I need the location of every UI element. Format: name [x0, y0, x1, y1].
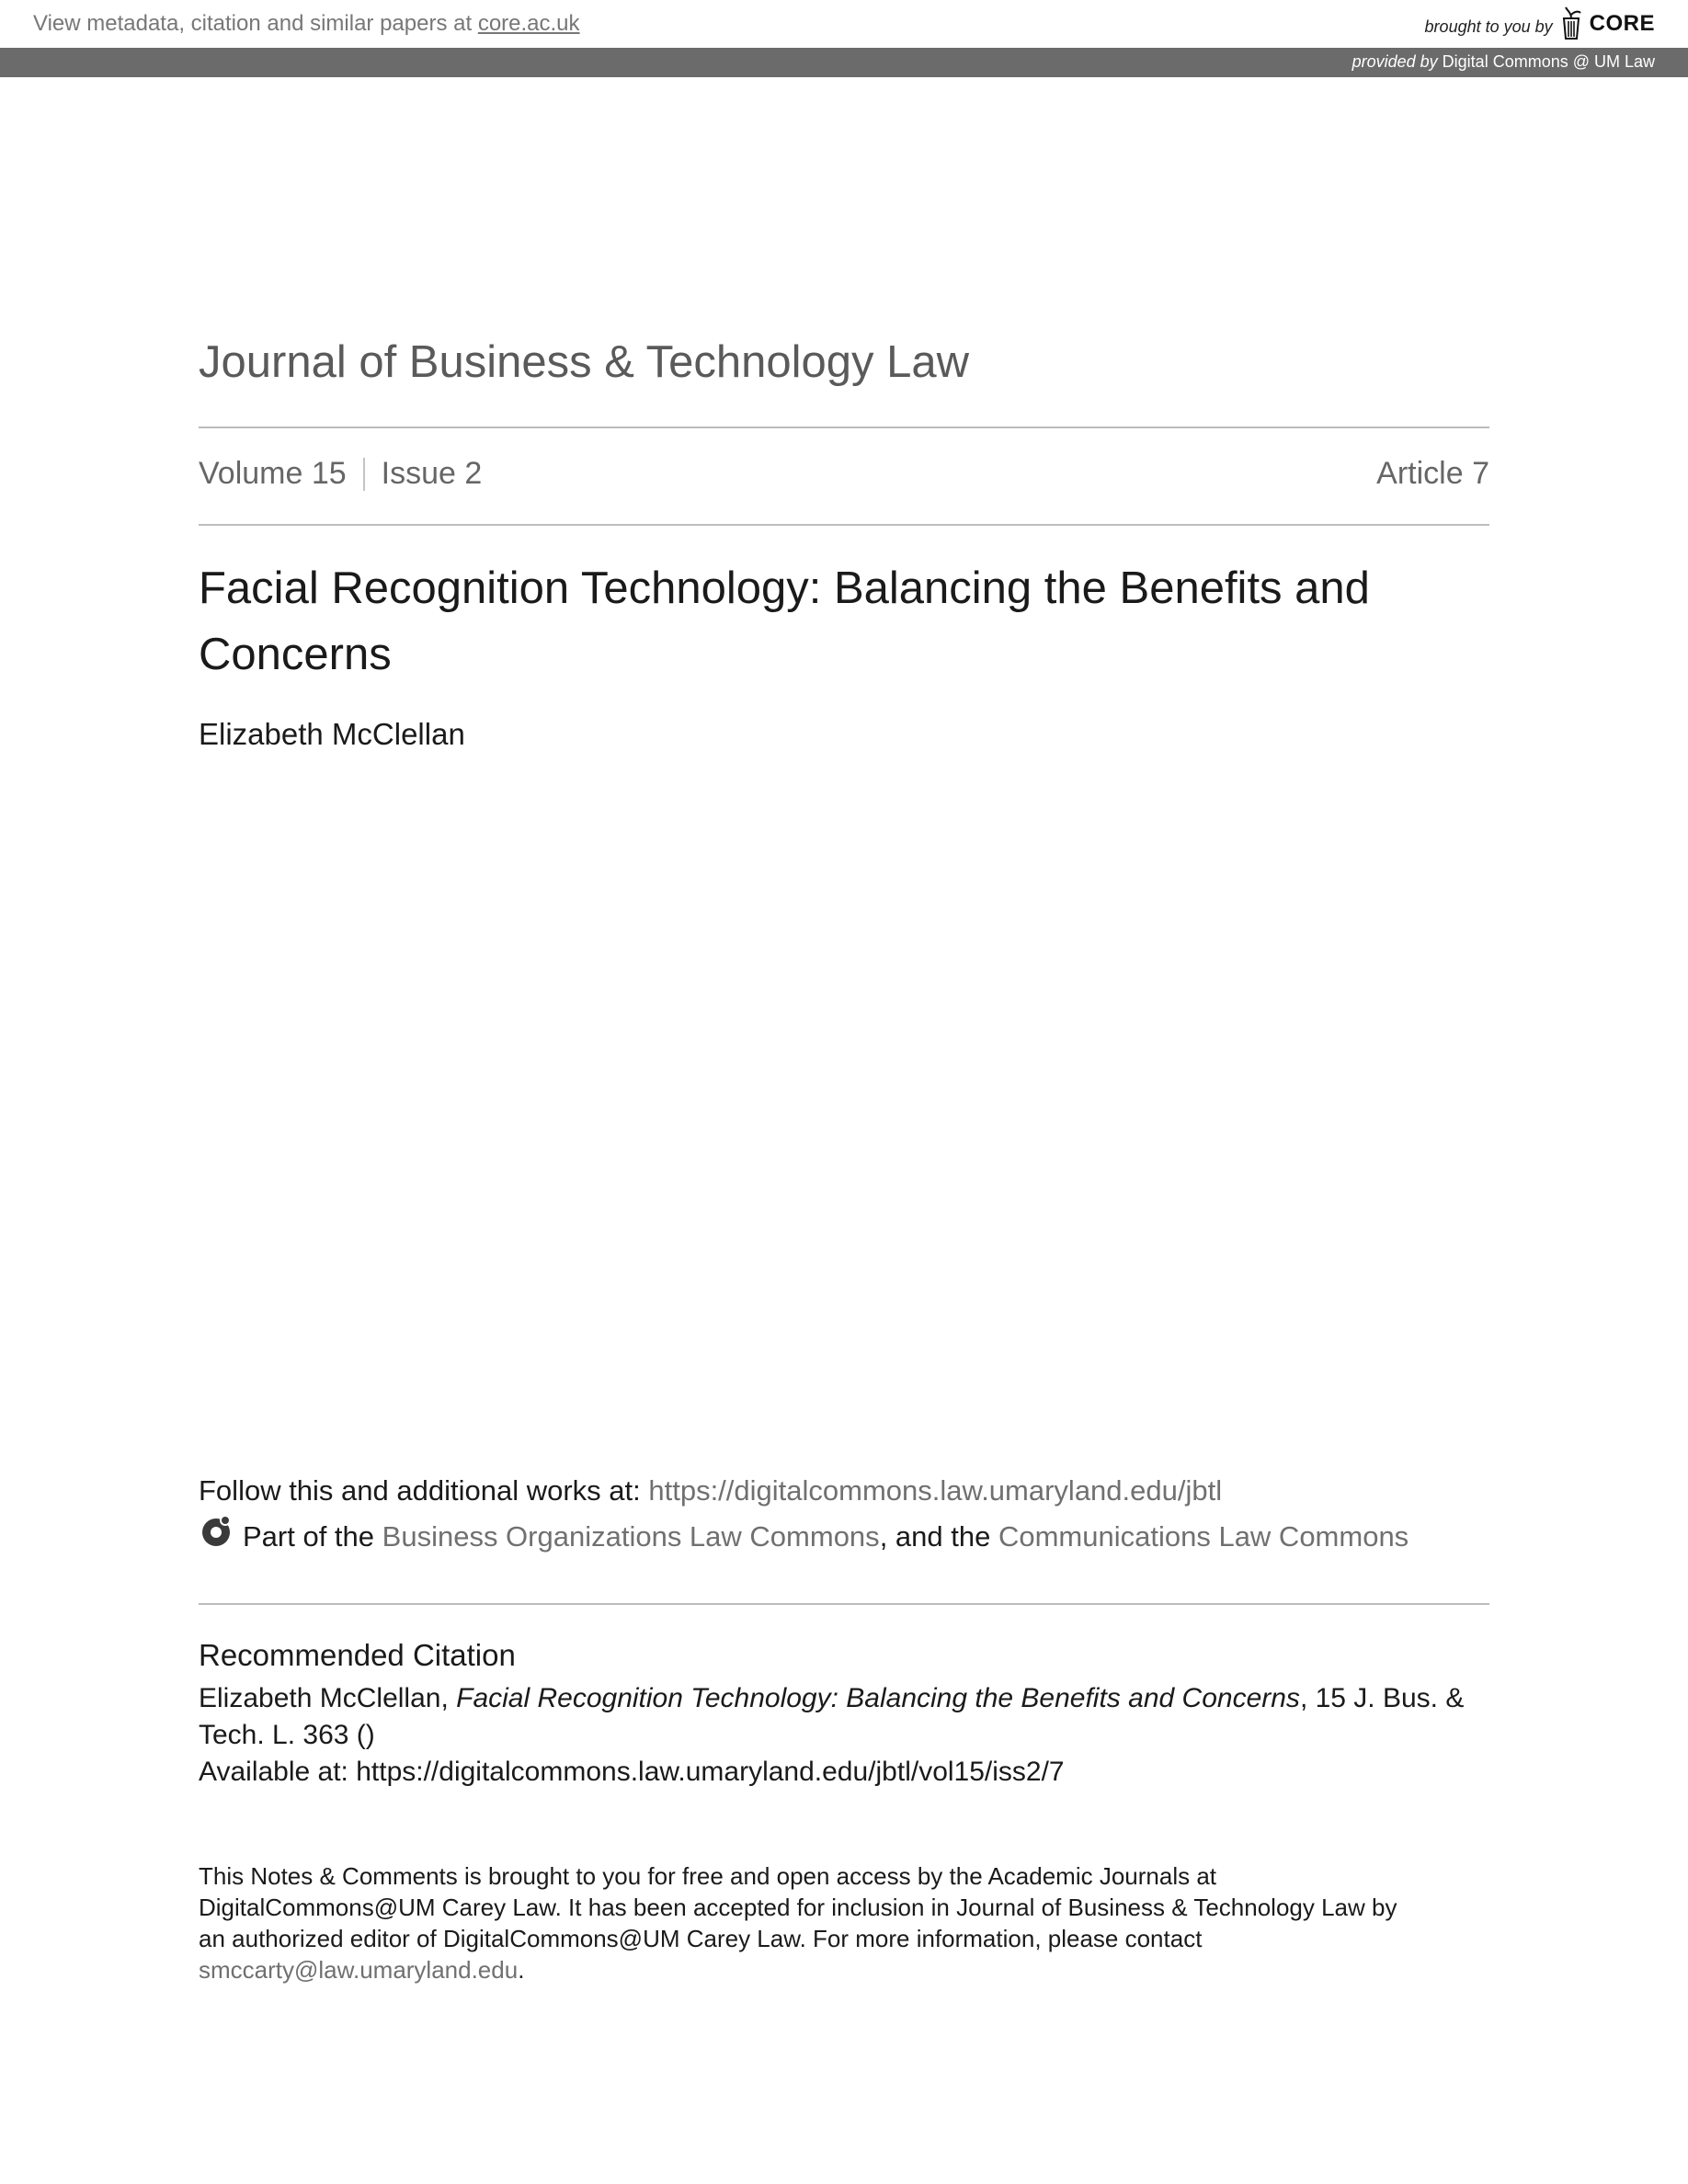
follow-line [199, 1474, 1489, 1507]
core-link[interactable]: core.ac.uk [477, 11, 580, 36]
notice-line-2: DigitalCommons@UM Carey Law. It has been accepted for inclusion in Journal of Business & Technology Law by [199, 1894, 1397, 1921]
citation-title: Facial Recognition Technology: Balancing the Benefits and Concerns [456, 1683, 1300, 1713]
citation-source: , 15 J. Bus. & [1299, 1683, 1465, 1713]
core-view-text: View metadata, citation and similar papers at [33, 11, 478, 36]
core-provided-text [1352, 52, 1655, 72]
core-brought-text: brought to you by [1424, 17, 1553, 36]
citation-author: Elizabeth McClellan, [199, 1683, 457, 1713]
contact-email-link[interactable]: smccarty@law.umaryland.edu [199, 1956, 519, 1984]
issue-label: Issue 2 [381, 456, 483, 491]
volume-label: Volume 15 [199, 456, 347, 491]
core-logo-icon [1558, 6, 1584, 42]
partof-middle: , and the [879, 1520, 991, 1553]
provided-source: Digital Commons @ UM Law [1442, 52, 1655, 71]
access-notice [199, 1860, 1489, 1985]
core-brought-by[interactable] [1425, 4, 1655, 44]
article-author: Elizabeth McClellan [199, 717, 465, 751]
citation-available: Available at: https://digitalcommons.law.umaryland.edu/jbtl/vol15/iss2/7 [199, 1757, 1065, 1787]
notice-line-3: an authorized editor of DigitalCommons@UM Carey Law. For more information, please contact [199, 1925, 1203, 1952]
partof-prefix: Part of the [243, 1520, 375, 1553]
article-title: Facial Recognition Technology: Balancing the Benefits and Concerns [199, 563, 1370, 679]
follow-link[interactable]: https://digitalcommons.law.umaryland.edu/jbtl [648, 1474, 1223, 1507]
recommended-citation [199, 1680, 1489, 1791]
commons-line [199, 1520, 1489, 1553]
divider [199, 427, 1489, 428]
core-brand: CORE [1589, 11, 1655, 36]
business-law-commons-link[interactable]: Business Organizations Law Commons [382, 1520, 880, 1553]
citation-line-1 [199, 1680, 1489, 1717]
core-provided-bar [0, 48, 1688, 77]
divider [199, 524, 1489, 526]
provided-label: provided by [1352, 52, 1438, 71]
volume-issue-row [199, 456, 1489, 502]
journal-title: Journal of Business & Technology Law [199, 337, 970, 387]
article-number: Article 7 [1376, 456, 1489, 491]
core-banner [0, 0, 1688, 48]
citation-line-2: Tech. L. 363 () [199, 1720, 375, 1750]
recommended-citation-heading: Recommended Citation [199, 1638, 516, 1672]
notice-period: . [518, 1956, 525, 1984]
divider [199, 1603, 1489, 1605]
core-view-metadata [33, 11, 580, 37]
follow-text: Follow this and additional works at: [199, 1474, 649, 1507]
notice-line-4 [199, 1954, 1489, 1985]
notice-line-1: This Notes & Comments is brought to you for free and open access by the Academic Journals at [199, 1862, 1217, 1890]
communications-law-commons-link[interactable]: Communications Law Commons [998, 1520, 1409, 1553]
volume-issue-separator [363, 458, 365, 491]
network-commons-icon [199, 1513, 234, 1548]
